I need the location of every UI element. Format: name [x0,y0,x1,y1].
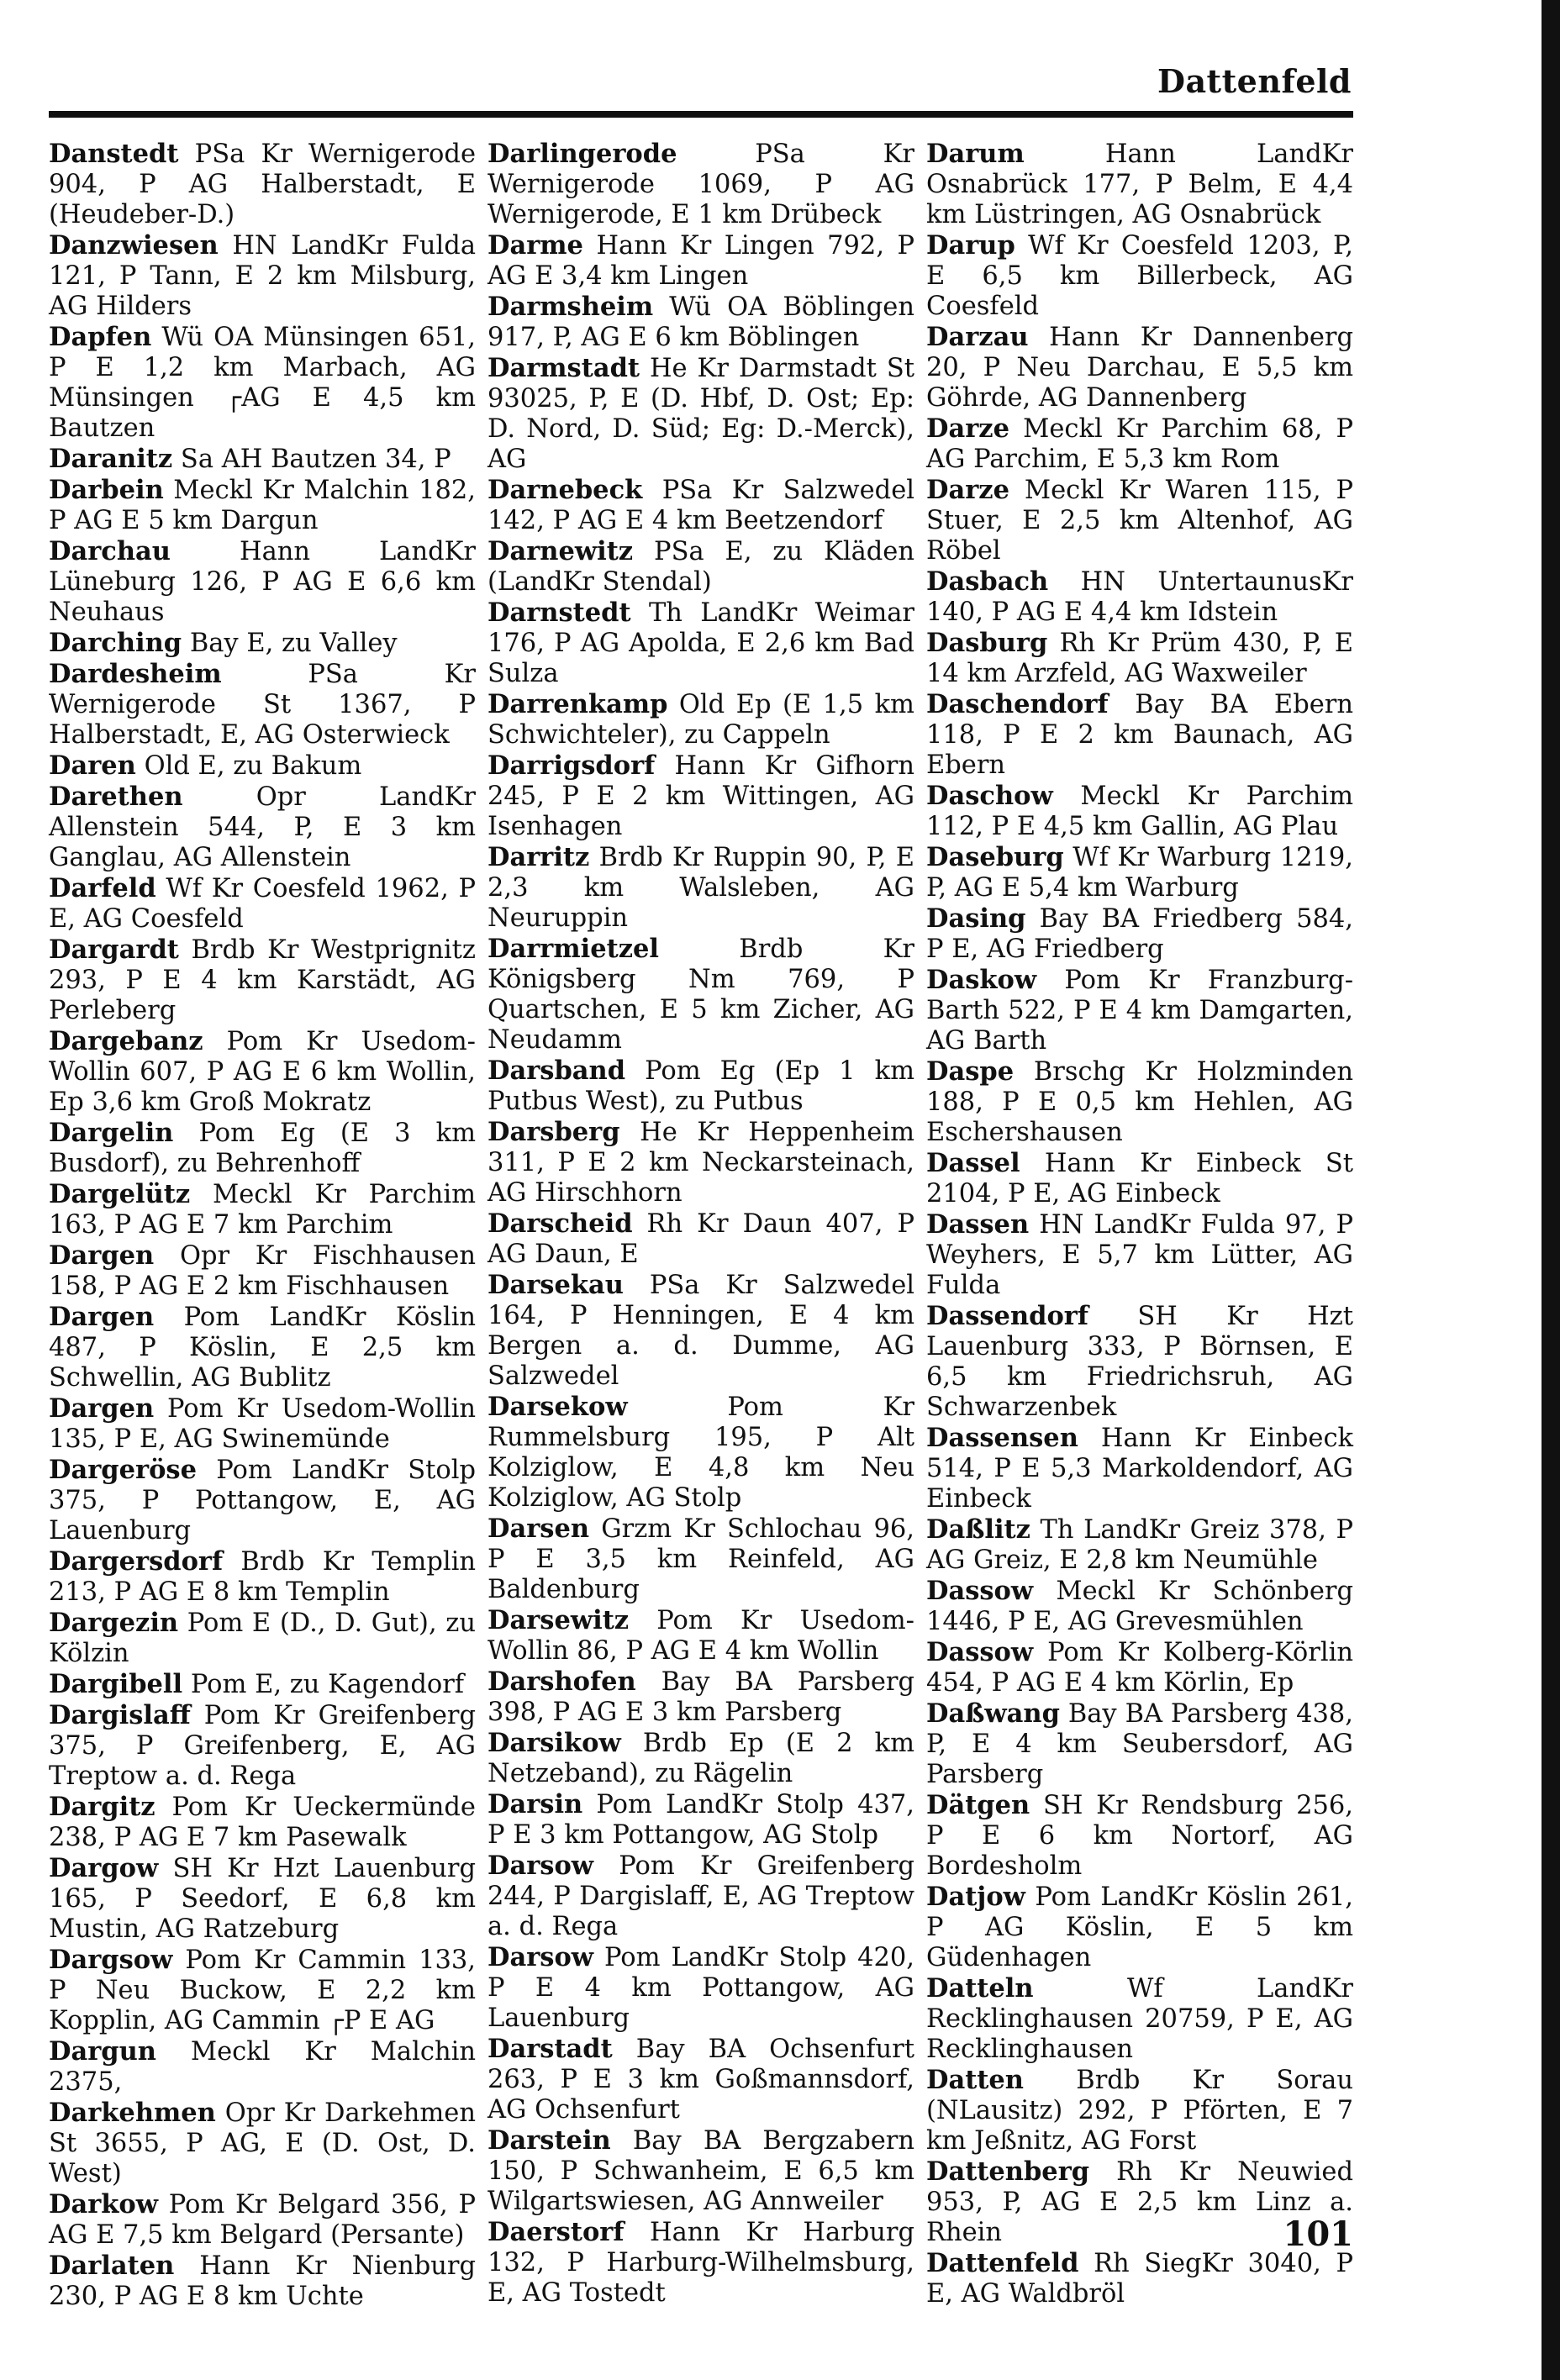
entry-name: Datten [926,2065,1024,2095]
entry-name: Darrmietzel [488,934,660,964]
entry-name: Daranitz [49,444,173,474]
gazetteer-entry [926,1973,1353,2065]
entry-text: Brdb Kr Templin 213, P AG E 8 km Templin [49,1547,476,1607]
gazetteer-entry [488,353,914,475]
entry-text: Pom Kr Rummelsburg 195, P Alt Kolziglow, E 4,8 km Neu Kolziglow, AG Stolp [488,1393,914,1513]
entry-name: Darkehmen [49,2098,216,2128]
gazetteer-entry [488,1789,914,1851]
entry-name: Darnewitz [488,536,634,566]
entry-text: HN LandKr Fulda 97, P Weyhers, E 5,7 km Lütter, AG Fulda [926,1210,1353,1300]
gazetteer-entry [49,1302,476,1393]
entry-name: Darsekow [488,1392,628,1422]
entry-text: Pom LandKr Köslin 487, P Köslin, E 2,5 km Schwellin, AG Bublitz [49,1303,476,1393]
entry-name: Darsband [488,1056,626,1086]
entry-text: Pom Kr Greifenberg 375, P Greifenberg, E, AG Treptow a. d. Rega [49,1701,476,1791]
entry-text: Sa AH Bautzen 34, P [180,445,451,474]
entry-text: Pom Kr Cammin 133, P Neu Buckow, E 2,2 km Kopplin, AG Cammin ┌P E AG [49,1946,476,2035]
entry-text: Rh Kr Daun 407, P AG Daun, E [488,1209,914,1269]
entry-text: Wü OA Böblingen 917, P, AG E 6 km Böblingen [488,292,914,352]
entry-text: Pom E (D., D. Gut), zu Kölzin [49,1609,476,1668]
gazetteer-entry [488,292,914,353]
entry-name: Darsen [488,1514,590,1544]
entry-text: Pom LandKr Köslin 261, P AG Köslin, E 5 km Güdenhagen [926,1882,1353,1972]
entry-text: Opr LandKr Allenstein 544, P, E 3 km Ganglau, AG Allenstein [49,782,476,872]
entry-text: Hann LandKr Lüneburg 126, P AG E 6,6 km Neuhaus [49,537,476,627]
gazetteer-entry [488,598,914,689]
gazetteer-entry [49,1792,476,1853]
gazetteer-entry [926,781,1353,842]
entry-name: Darum [926,139,1025,169]
gazetteer-entry [488,1851,914,1942]
entry-name: Darsberg [488,1117,620,1147]
gazetteer-entry [488,1117,914,1208]
entry-text: Pom Kr Usedom-Wollin 86, P AG E 4 km Wollin [488,1606,914,1666]
entry-text: He Kr Darmstadt St 93025, P, E (D. Hbf, D. Ost; Ep: D. Nord, D. Süd; Eg: D.-Merck), AG [488,354,914,474]
gazetteer-entry [49,230,476,322]
entry-name: Dassel [926,1148,1020,1178]
entry-name: Dargardt [49,935,179,965]
entry-text: Meckl Kr Malchin 2375, [49,2037,476,2097]
entry-name: Datjow [926,1882,1025,1912]
entry-name: Daren [49,750,136,781]
entry-name: Darmstadt [488,353,640,383]
gazetteer-entry [488,1270,914,1392]
gazetteer-entry [926,903,1353,965]
header-rule [49,111,1353,118]
entry-name: Dassendorf [926,1301,1088,1331]
gazetteer-entry [926,566,1353,628]
entry-name: Daßwang [926,1698,1060,1729]
entry-name: Dassensen [926,1423,1078,1453]
entry-text: Pom E, zu Kagendorf [190,1670,465,1699]
entry-name: Dattenberg [926,2156,1090,2187]
entry-text: Pom Eg (E 3 km Busdorf), zu Behrenhoff [49,1119,476,1178]
gazetteer-entry [49,2036,476,2098]
entry-columns [49,139,1354,2311]
entry-text: PSa Kr Salzwedel 142, P AG E 4 km Beetzendorf [488,476,914,535]
gazetteer-entry [488,1728,914,1789]
entry-name: Daschow [926,781,1053,811]
entry-name: Darching [49,628,182,658]
entry-name: Darze [926,413,1010,444]
entry-name: Dätgen [926,1790,1030,1820]
gazetteer-entry [488,1942,914,2034]
gazetteer-entry [926,628,1353,689]
entry-name: Darkow [49,2189,159,2219]
column-2 [488,139,915,2308]
entry-name: Dargun [49,2036,156,2067]
entry-text: Wf LandKr Recklinghausen 20759, P E, AG Recklinghausen [926,1974,1353,2064]
gazetteer-entry [926,689,1353,781]
entry-name: Dargeröse [49,1455,198,1485]
entry-text: Rh Kr Prüm 430, P, E 14 km Arzfeld, AG Waxweiler [926,629,1353,688]
entry-name: Dardesheim [49,659,222,689]
gazetteer-entry [49,1700,476,1792]
entry-text: SH Kr Hzt Lauenburg 333, P Börnsen, E 6,5 km Friedrichsruh, AG Schwarzenbek [926,1302,1353,1422]
gazetteer-entry [488,1514,914,1605]
column-1 [49,139,476,2311]
entry-name: Dargen [49,1393,155,1424]
entry-text: Brdb Kr Ruppin 90, P, E 2,3 km Walsleben, AG Neuruppin [488,843,914,933]
gazetteer-entry [49,873,476,935]
gazetteer-entry [926,965,1353,1056]
entry-text: Rh Kr Neuwied 953, P, AG E 2,5 km Linz a. Rhein [926,2157,1353,2247]
entry-text: Old Ep (E 1,5 km Schwichteler), zu Cappeln [488,690,914,750]
gazetteer-entry [926,230,1353,322]
gazetteer-entry [49,1853,476,1945]
entry-text: Pom Kr Greifenberg 244, P Dargislaff, E, AG Treptow a. d. Rega [488,1851,914,1941]
entry-text: Rh SiegKr 3040, P E, AG Waldbröl [926,2249,1353,2309]
entry-name: Darshofen [488,1667,636,1697]
gazetteer-entry [49,536,476,628]
entry-text: Hann Kr Lingen 792, P AG E 3,4 km Lingen [488,231,915,291]
entry-text: Meckl Kr Schönberg 1446, P E, AG Grevesmühlen [926,1577,1353,1636]
gazetteer-entry [926,1698,1353,1790]
gazetteer-entry [488,1056,914,1117]
gazetteer-entry [488,1605,914,1667]
entry-name: Danzwiesen [49,230,219,261]
gazetteer-entry [488,1392,914,1514]
gazetteer-entry [926,2248,1353,2309]
entry-text: Brdb Kr Westprignitz 293, P E 4 km Karstädt, AG Perleberg [49,935,476,1025]
entry-name: Darritz [488,842,590,872]
gazetteer-entry [926,139,1353,230]
entry-name: Darstein [488,2125,611,2156]
entry-text: HN UntertaunusKr 140, P AG E 4,4 km Idstein [926,567,1353,627]
gazetteer-entry [488,2034,914,2125]
gazetteer-entry [49,1945,476,2036]
entry-text: Brdb Ep (E 2 km Netzeband), zu Rägelin [488,1729,914,1788]
entry-text: Meckl Kr Parchim 68, P AG Parchim, E 5,3 km Rom [926,414,1353,474]
entry-name: Darchau [49,536,171,566]
entry-name: Dargitz [49,1792,155,1822]
entry-text: Brdb Kr Sorau (NLausitz) 292, P Pförten, E 7 km Jeßnitz, AG Forst [926,2066,1353,2156]
entry-text: Hann LandKr Osnabrück 177, P Belm, E 4,4 km Lüstringen, AG Osnabrück [926,140,1353,229]
gazetteer-entry [49,1608,476,1669]
entry-text: SH Kr Rendsburg 256, P E 6 km Nortorf, AG Bordesholm [926,1791,1353,1881]
gazetteer-entry [49,1455,476,1546]
entry-name: Daseburg [926,842,1064,872]
entry-name: Daspe [926,1056,1015,1087]
gazetteer-entry [49,1669,476,1700]
entry-text: Pom Kr Ueckermünde 238, P AG E 7 km Pasewalk [49,1793,476,1852]
entry-text: Bay BA Bergzabern 150, P Schwanheim, E 6,5 km Wilgartswiesen, AG Annweiler [488,2126,914,2216]
gazetteer-entry [49,1240,476,1302]
gazetteer-entry [49,322,476,444]
entry-name: Dargislaff [49,1700,191,1730]
column-3 [926,139,1354,2309]
entry-name: Darmsheim [488,292,654,322]
gazetteer-entry [49,475,476,536]
entry-name: Dargelütz [49,1179,191,1209]
entry-text: Meckl Kr Malchin 182, P AG E 5 km Dargun [49,476,476,535]
gazetteer-entry [49,782,476,873]
entry-name: Dasburg [926,628,1048,658]
gazetteer-entry [926,1209,1353,1301]
gazetteer-entry [49,444,476,475]
entry-text: Opr Kr Darkehmen St 3655, P AG, E (D. Ost, D. West) [49,2098,476,2188]
entry-name: Danstedt [49,139,179,169]
entry-text: Wf Kr Coesfeld 1203, P, E 6,5 km Billerbeck, AG Coesfeld [926,231,1354,321]
entry-text: Hann Kr Dannenberg 20, P Neu Darchau, E 5,5 km Göhrde, AG Dannenberg [926,323,1353,413]
entry-name: Daßlitz [926,1514,1030,1545]
entry-text: Opr Kr Fischhausen 158, P AG E 2 km Fischhausen [49,1241,476,1301]
gazetteer-entry [49,1546,476,1608]
entry-text: Bay BA Ebern 118, P E 2 km Baunach, AG Ebern [926,690,1353,780]
entry-name: Darsin [488,1789,583,1819]
entry-text: Bay BA Ochsenfurt 263, P E 3 km Goßmannsdorf, AG Ochsenfurt [488,2035,914,2125]
entry-name: Darstadt [488,2034,613,2064]
entry-text: Bay BA Parsberg 438, P, E 4 km Seubersdorf, AG Parsberg [926,1699,1353,1789]
gazetteer-entry [49,628,476,659]
entry-text: PSa Kr Wernigerode 1069, P AG Wernigerode, E 1 km Drübeck [488,140,914,229]
gazetteer-entry [488,230,914,292]
entry-name: Darrigsdorf [488,750,656,781]
gazetteer-entry [926,1423,1353,1514]
entry-text: Pom Eg (Ep 1 km Putbus West), zu Putbus [488,1056,915,1116]
entry-name: Dargen [49,1240,155,1271]
gazetteer-entry [488,750,914,842]
entry-text: Pom LandKr Stolp 437, P E 3 km Pottangow, AG Stolp [488,1790,914,1850]
gazetteer-entry [926,1790,1353,1882]
entry-name: Dassow [926,1637,1034,1667]
gazetteer-entry [926,842,1353,903]
entry-name: Darme [488,230,583,261]
entry-name: Dargsow [49,1945,173,1975]
entry-text: Meckl Kr Waren 115, P Stuer, E 2,5 km Altenhof, AG Röbel [926,476,1353,566]
gazetteer-entry [488,475,914,536]
entry-text: PSa Kr Wernigerode 904, P AG Halberstadt, E (Heudeber-D.) [49,140,476,229]
entry-text: Pom Kr Usedom-Wollin 607, P AG E 6 km Wollin, Ep 3,6 km Groß Mokratz [49,1027,476,1117]
running-header [49,59,1352,109]
entry-name: Datteln [926,1973,1034,2004]
entry-name: Darsow [488,1942,594,1972]
entry-text: Hann Kr Einbeck 514, P E 5,3 Markoldendorf, AG Einbeck [926,1424,1354,1514]
entry-text: Bay BA Parsberg 398, P AG E 3 km Parsberg [488,1667,914,1727]
entry-text: Pom Kr Usedom-Wollin 135, P E, AG Swinemünde [49,1394,476,1454]
gazetteer-entry [926,1056,1353,1148]
entry-name: Dasbach [926,566,1049,597]
entry-name: Dargelin [49,1118,174,1148]
gazetteer-entry [926,1148,1353,1209]
entry-name: Darrenkamp [488,689,668,719]
entry-name: Darsow [488,1851,594,1881]
gazetteer-entry [488,1667,914,1728]
entry-text: Pom LandKr Stolp 375, P Pottangow, E, AG Lauenburg [49,1456,476,1545]
entry-text: Old E, zu Bakum [144,751,362,781]
entry-name: Dassow [926,1576,1034,1606]
entry-text: Wü OA Münsingen 651, P E 1,2 km Marbach, AG Münsingen ┌AG E 4,5 km Bautzen [49,323,476,443]
entry-text: Pom Kr Kolberg-Körlin 454, P AG E 4 km Körlin, Ep [926,1638,1353,1698]
entry-name: Darethen [49,782,183,812]
entry-text: Pom Kr Franzburg-Barth 522, P E 4 km Damgarten, AG Barth [926,966,1353,1056]
gazetteer-entry [926,1514,1353,1576]
entry-name: Dargow [49,1853,159,1883]
entry-name: Darfeld [49,873,156,903]
gazetteer-entry [49,2251,476,2312]
entry-name: Darlaten [49,2251,175,2281]
entry-text: Hann Kr Harburg 132, P Harburg-Wilhelmsburg, E, AG Tostedt [488,2218,914,2308]
entry-name: Dassen [926,1209,1030,1240]
entry-text: Wf Kr Coesfeld 1962, P E, AG Coesfeld [49,874,476,934]
entry-name: Dargersdorf [49,1546,224,1577]
gazetteer-entry [488,536,914,598]
gazetteer-entry [49,750,476,782]
entry-name: Darze [926,475,1010,505]
gazetteer-entry [488,842,914,934]
page-edge-shadow [1542,0,1560,2380]
entry-text: HN LandKr Fulda 121, P Tann, E 2 km Milsburg, AG Hilders [49,231,476,321]
gazetteer-entry [926,1882,1353,1973]
entry-text: PSa Kr Salzwedel 164, P Henningen, E 4 km Bergen a. d. Dumme, AG Salzwedel [488,1271,914,1391]
entry-text: Hann Kr Einbeck St 2104, P E, AG Einbeck [926,1149,1353,1208]
entry-name: Daerstorf [488,2217,625,2247]
page-number: 101 [1283,2214,1353,2254]
entry-name: Darup [926,230,1015,261]
entry-name: Darnstedt [488,598,631,628]
gazetteer-entry [49,1026,476,1118]
entry-text: PSa Kr Wernigerode St 1367, P Halberstadt, E, AG Osterwieck [49,660,476,750]
entry-name: Dasing [926,903,1026,934]
entry-name: Dargibell [49,1669,183,1699]
entry-text: Hann Kr Nienburg 230, P AG E 8 km Uchte [49,2251,476,2311]
entry-text: Th LandKr Weimar 176, P AG Apolda, E 2,6 km Bad Sulza [488,598,915,688]
entry-text: He Kr Heppenheim 311, P E 2 km Neckarsteinach, AG Hirschhorn [488,1118,914,1208]
entry-text: Pom LandKr Stolp 420, P E 4 km Pottangow, AG Lauenburg [488,1943,914,2033]
gazetteer-entry [49,1179,476,1240]
gazetteer-entry [926,1576,1353,1637]
entry-name: Dargezin [49,1608,179,1638]
entry-text: Meckl Kr Parchim 112, P E 4,5 km Gallin, AG Plau [926,782,1354,841]
gazetteer-entry [926,413,1353,475]
entry-text: Brdb Kr Königsberg Nm 769, P Quartschen, E 5 km Zicher, AG Neudamm [488,935,914,1055]
entry-text: PSa E, zu Kläden (LandKr Stendal) [488,537,914,597]
entry-text: Bay E, zu Valley [189,629,398,658]
gazetteer-entry [49,659,476,750]
gazetteer-entry [49,935,476,1026]
gazetteer-entry [926,322,1353,413]
entry-text: Th LandKr Greiz 378, P AG Greiz, E 2,8 km Neumühle [926,1515,1353,1575]
entry-text: Meckl Kr Parchim 163, P AG E 7 km Parchim [49,1180,476,1240]
entry-name: Darsekau [488,1270,624,1300]
entry-name: Darbein [49,475,164,505]
entry-text: Pom Kr Belgard 356, P AG E 7,5 km Belgard (Persante) [49,2190,476,2250]
entry-name: Darlingerode [488,139,677,169]
entry-text: Brschg Kr Holzminden 188, P E 0,5 km Hehlen, AG Eschershausen [926,1057,1353,1147]
entry-name: Darscheid [488,1208,633,1239]
entry-text: Bay BA Friedberg 584, P E, AG Friedberg [926,904,1353,964]
gazetteer-entry [49,1393,476,1455]
gazetteer-entry [926,1637,1353,1698]
entry-text: SH Kr Hzt Lauenburg 165, P Seedorf, E 6,8 km Mustin, AG Ratzeburg [49,1854,476,1944]
gazetteer-entry [49,2098,476,2189]
entry-name: Daschendorf [926,689,1109,719]
gazetteer-entry [488,689,914,750]
entry-name: Darnebeck [488,475,643,505]
entry-name: Darsewitz [488,1605,630,1635]
gazetteer-entry [488,2217,914,2309]
gazetteer-entry [926,475,1353,566]
gazetteer-entry [488,934,914,1056]
entry-name: Darsikow [488,1728,621,1758]
gazetteer-entry [926,1301,1353,1423]
gazetteer-entry [488,139,914,230]
gazetteer-entry [926,2065,1353,2156]
entry-name: Dargen [49,1302,155,1332]
entry-name: Daskow [926,965,1037,995]
entry-text: Wf Kr Warburg 1219, P, AG E 5,4 km Warburg [926,843,1353,903]
entry-text: Grzm Kr Schlochau 96, P E 3,5 km Reinfeld, AG Baldenburg [488,1514,914,1604]
gazetteer-entry [488,2125,914,2217]
entry-name: Dapfen [49,322,152,352]
entry-text: Hann Kr Gifhorn 245, P E 2 km Wittingen, AG Isenhagen [488,751,914,841]
gazetteer-entry [488,1208,914,1270]
entry-name: Darzau [926,322,1029,352]
gazetteer-entry [49,1118,476,1179]
entry-name: Dargebanz [49,1026,203,1056]
header-title: Dattenfeld [1157,62,1352,100]
gazetteer-entry [49,139,476,230]
gazetteer-entry [49,2189,476,2251]
entry-name: Dattenfeld [926,2248,1079,2278]
